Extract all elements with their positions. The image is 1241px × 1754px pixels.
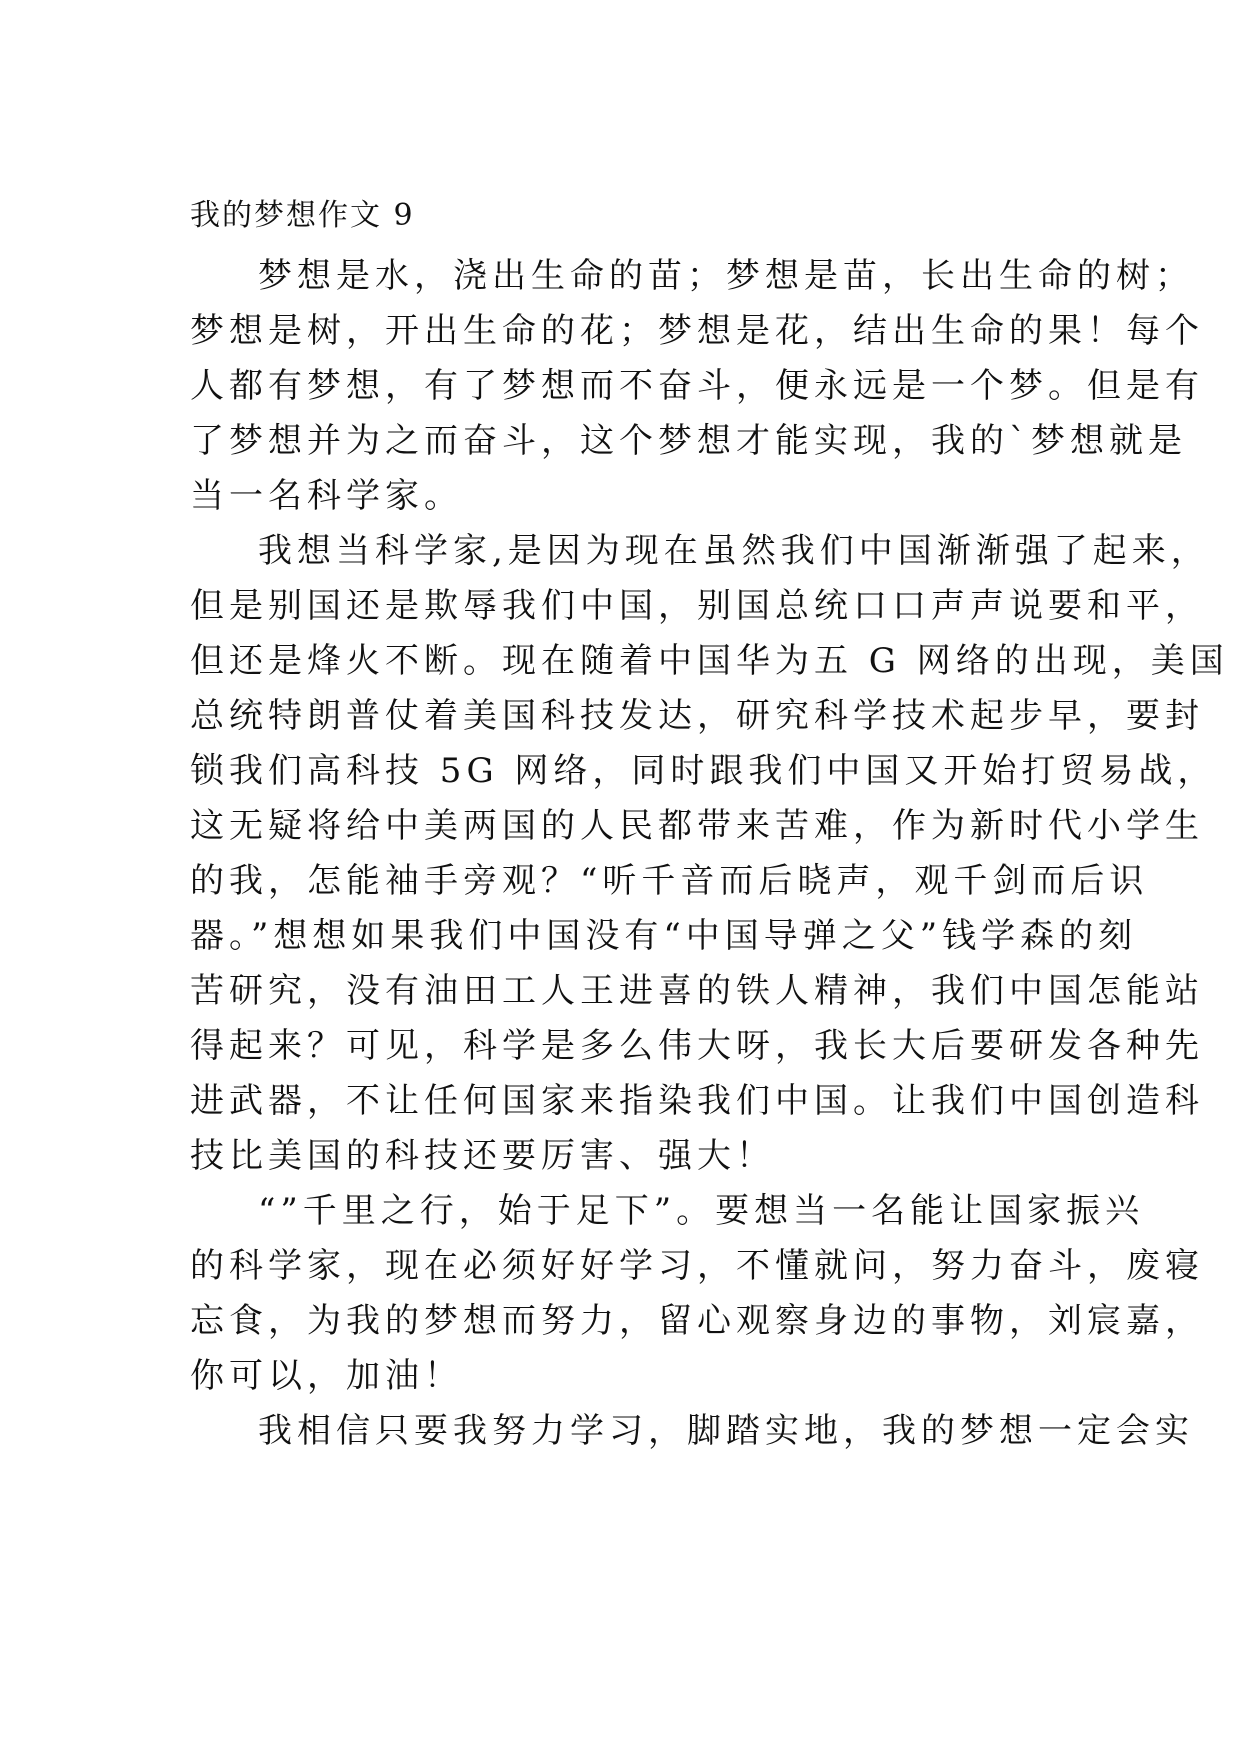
document-title: 我的梦想作文 9 (190, 198, 415, 233)
paragraph-2-line-12: 技比美国的科技还要厉害、强大！ (190, 1136, 775, 1176)
paragraph-2-line-6: 这无疑将给中美两国的人民都带来苦难，作为新时代小学生 (190, 806, 1204, 846)
paragraph-2-line-7: 的我，怎能袖手旁观？“听千音而后晓声，观千剑而后识 (190, 861, 1149, 901)
paragraph-3-line-2: 的科学家，现在必须好好学习，不懂就问，努力奋斗，废寝 (190, 1246, 1204, 1286)
paragraph-2-line-4: 总统特朗普仗着美国科技发达，研究科学技术起步早，要封 (190, 696, 1204, 736)
paragraph-1-line-3: 人都有梦想，有了梦想而不奋斗，便永远是一个梦。但是有 (190, 366, 1204, 406)
paragraph-2-line-8: 器。”想想如果我们中国没有“中国导弹之父”钱学森的刻 (190, 916, 1138, 956)
paragraph-2-line-1: 我想当科学家,是因为现在虽然我们中国渐渐强了起来， (258, 531, 1210, 571)
paragraph-2-line-3: 但还是烽火不断。现在随着中国华为五 G 网络的出现，美国 (190, 641, 1229, 681)
paragraph-2-line-2: 但是别国还是欺辱我们中国，别国总统口口声声说要和平， (190, 586, 1204, 626)
paragraph-3-line-3: 忘食，为我的梦想而努力，留心观察身边的事物，刘宸嘉， (190, 1301, 1204, 1341)
paragraph-2-line-10: 得起来？可见，科学是多么伟大呀，我长大后要研发各种先 (190, 1026, 1204, 1066)
paragraph-1-line-1: 梦想是水，浇出生命的苗；梦想是苗，长出生命的树； (258, 256, 1194, 296)
paragraph-1-line-5: 当一名科学家。 (190, 476, 463, 516)
paragraph-2-line-9: 苦研究，没有油田工人王进喜的铁人精神，我们中国怎能站 (190, 971, 1204, 1011)
paragraph-1-line-4: 了梦想并为之而奋斗，这个梦想才能实现，我的`梦想就是 (190, 421, 1187, 461)
paragraph-4-line-1: 我相信只要我努力学习，脚踏实地，我的梦想一定会实 (258, 1411, 1194, 1451)
paragraph-1-line-2: 梦想是树，开出生命的花；梦想是花，结出生命的果！每个 (190, 311, 1204, 351)
paragraph-2-line-11: 进武器，不让任何国家来指染我们中国。让我们中国创造科 (190, 1081, 1204, 1121)
paragraph-3-line-1: “”千里之行，始于足下”。要想当一名能让国家振兴 (258, 1191, 1145, 1231)
paragraph-2-line-5: 锁我们高科技 5G 网络，同时跟我们中国又开始打贸易战， (190, 751, 1217, 791)
paragraph-3-line-4: 你可以，加油！ (190, 1356, 463, 1396)
